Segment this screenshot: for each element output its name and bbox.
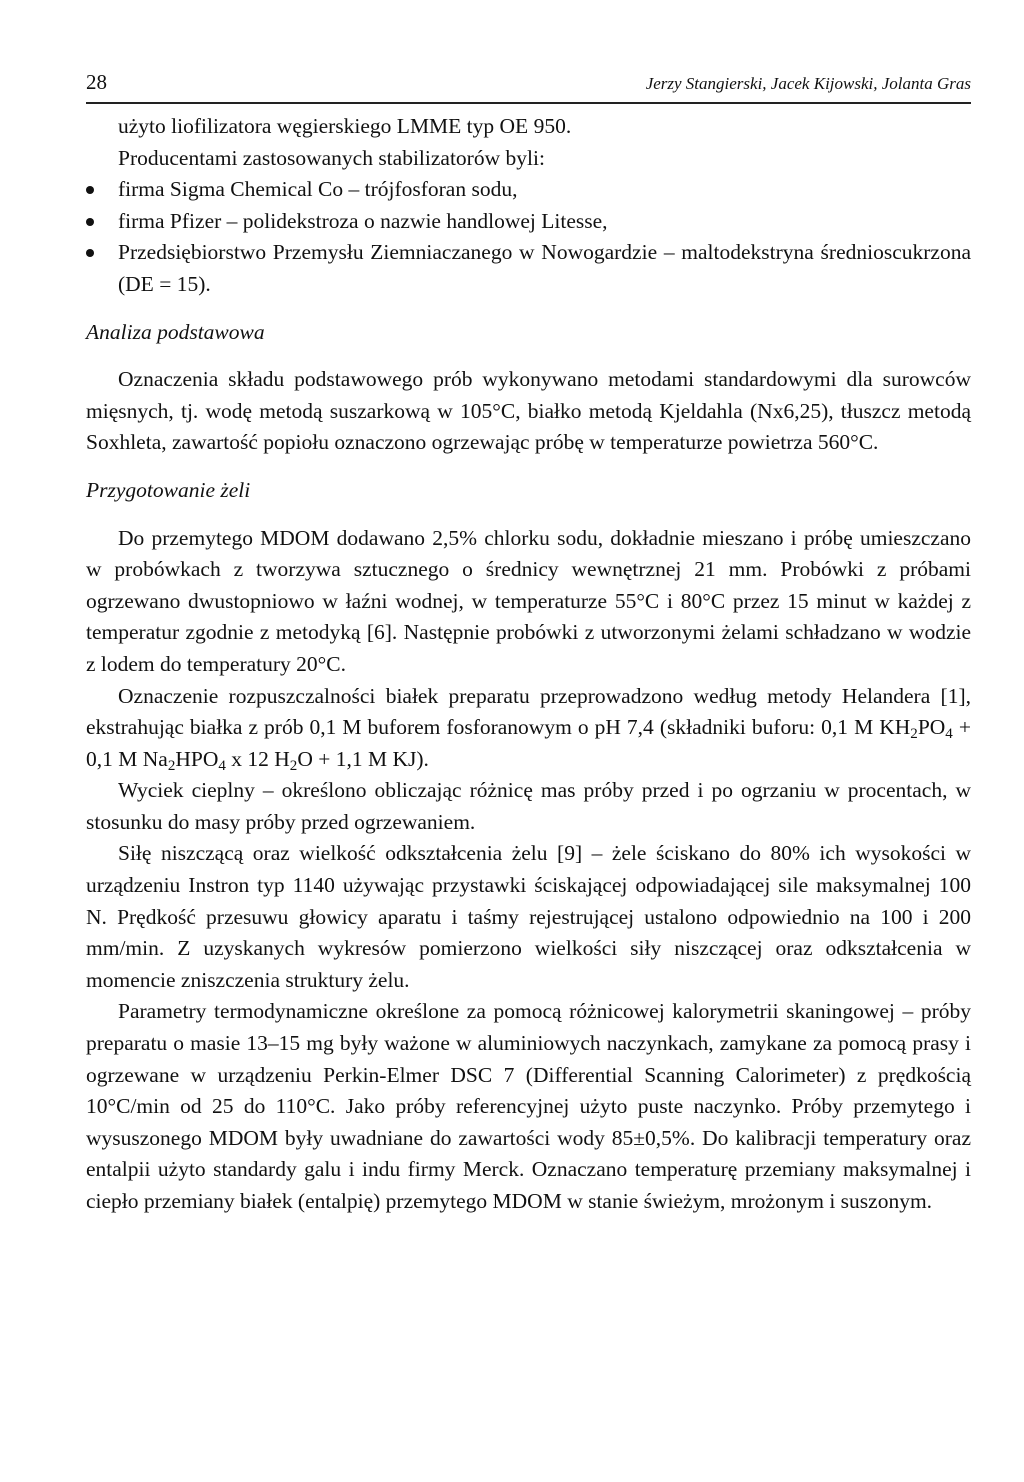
subscript: 2	[167, 757, 176, 774]
body-text	[86, 111, 971, 1218]
list-item	[86, 174, 971, 206]
list-item-text: firma Pfizer – polidekstroza o nazwie handlowej Litesse,	[118, 208, 608, 233]
text-run: PO	[917, 715, 946, 740]
intro-line-1: użyto liofilizatora węgierskiego LMME typ OE 950.	[118, 114, 572, 138]
section-heading-basic-analysis: Analiza podstawowa	[86, 319, 265, 344]
intro-line-2: Producentami zastosowanych stabilizatorów byli:	[118, 145, 545, 170]
bullet-icon	[86, 186, 94, 194]
subscript: 2	[289, 757, 298, 774]
paragraph-breaking-force: Siłę niszczącą oraz wielkość odkształcenia żelu [9] – żele ściskano do 80% ich wysokości w urządzeniu Instron typ 1140 używając przystawki ściskającej odpowiadającej sile maksymalnej 100 N. Prędkość przesuwu głowicy aparatu i taśmy rejestrującej ustalono odpowiednio na 100 i 200 mm/min. Z uzyskanych wykresów pomierzono wielkości siły niszczącej oraz odkształcenia w momencie zniszczenia struktury żelu.	[86, 841, 971, 992]
running-head-authors: Jerzy Stangierski, Jacek Kijowski, Jolanta Gras	[645, 74, 971, 93]
subscript: 2	[910, 725, 918, 742]
list-item	[86, 237, 971, 300]
paragraph-gel-preparation: Do przemytego MDOM dodawano 2,5% chlorku sodu, dokładnie mieszano i próbę umieszczano w probówkach z tworzywa sztucznego o średnicy wewnętrznej 21 mm. Probówki z próbami ogrzewano dwustopniowo w łaźni wodnej, w temperaturze 55°C i 80°C przez 15 minut w każdej z temperatur zgodnie z metodyką [6]. Następnie probówki z utworzonymi żelami schładzano w wodzie z lodem do temperatury 20°C.	[86, 525, 971, 676]
page-number: 28	[86, 70, 107, 94]
text-run: x 12 H	[225, 746, 290, 771]
bullet-icon	[86, 249, 94, 257]
list-item	[86, 206, 971, 238]
list-item-text: firma Sigma Chemical Co – trójfosforan sodu,	[118, 177, 518, 202]
paragraph-basic-analysis: Oznaczenia składu podstawowego prób wykonywano metodami standardowymi dla surowców mięsnych, tj. wodę metodą suszarkową w 105°C, białko metodą Kjeldahla (Nx6,25), tłuszcz metodą Soxhleta, zawartość popiołu oznaczono ogrzewając próbę w temperaturze powietrza 560°C.	[86, 367, 971, 455]
text-run: HPO	[175, 746, 219, 771]
paragraph-thermodynamic-parameters: Parametry termodynamiczne określone za pomocą różnicowej kalorymetrii skaningowej – próby preparatu o masie 13–15 mg były ważone w aluminiowych naczynkach, zamykane za pomocą prasy i ogrzewane w urządzeniu Perkin-Elmer DSC 7 (Differential Scanning Calorimeter) z prędkością 10°C/min od 25 do 110°C. Jako próby referencyjnej użyto puste naczynko. Próby przemytego i wysuszonego MDOM były uwadniane do zawartości wody 85±0,5%. Do kalibracji temperatury oraz entalpii użyto standardy galu i indu firmy Merck. Oznaczano temperaturę przemiany maksymalnej i ciepło przemiany białek (entalpię) przemytego MDOM w stanie świeżym, mrożonym i suszonym.	[86, 999, 971, 1213]
subscript: 4	[945, 725, 953, 742]
text-run: O + 1,1 M KJ).	[297, 746, 429, 771]
subscript: 4	[218, 757, 226, 774]
text-run: + 0,1 M Na	[86, 715, 971, 771]
paragraph-protein-solubility	[86, 681, 971, 776]
stabilizer-producers-list	[86, 174, 971, 300]
section-heading-gel-preparation: Przygotowanie żeli	[86, 477, 251, 502]
page-header	[86, 70, 971, 104]
text-run: Oznaczenie rozpuszczalności białek preparatu przeprowadzono według metody Helandera [1], ekstrahując białka z prób 0,1 M buforem fosforanowym o pH 7,4 (składniki buforu: 0,1 M KH	[86, 683, 971, 740]
list-item-text: Przedsiębiorstwo Przemysłu Ziemniaczanego w Nowogardzie – maltodekstryna średnioscukrzona (DE = 15).	[118, 240, 971, 296]
paragraph-heat-leakage: Wyciek cieplny – określono obliczając różnicę mas próby przed i po ogrzaniu w procentach, w stosunku do masy próby przed ogrzewaniem.	[86, 778, 971, 834]
bullet-icon	[86, 218, 94, 226]
